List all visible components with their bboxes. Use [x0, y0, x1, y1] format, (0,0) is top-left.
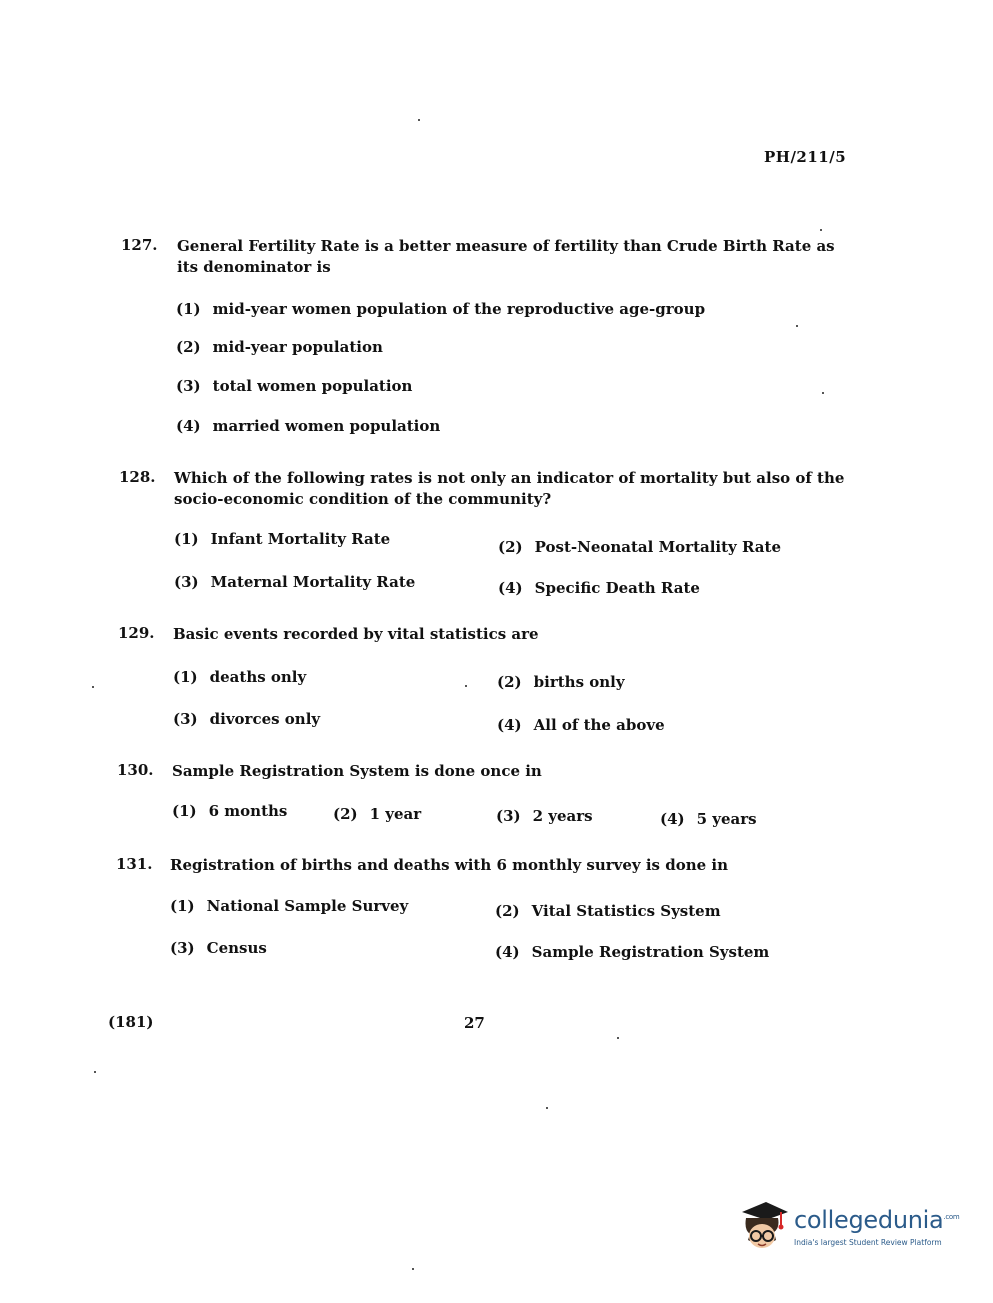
- question-text: General Fertility Rate is a better measure of fertility than Crude Birth Rate as its denominator is: [177, 237, 835, 276]
- option-130-2: [333, 805, 421, 823]
- brand-name: collegedunia$^{.com}$: [794, 1206, 960, 1234]
- option-number: (2): [176, 338, 201, 356]
- option-label: 2 years: [532, 807, 593, 825]
- scan-speck: [94, 1071, 96, 1073]
- option-number: (4): [176, 417, 201, 435]
- question-number: 129.: [118, 624, 155, 642]
- question-127: [121, 236, 856, 286]
- option-127-3: [176, 377, 412, 395]
- question-text: Registration of births and deaths with 6 monthly survey is done in: [170, 856, 728, 874]
- option-label: divorces only: [209, 710, 321, 728]
- question-text: Basic events recorded by vital statistics are: [173, 625, 539, 643]
- option-label: 6 months: [208, 802, 288, 820]
- option-number: (1): [174, 530, 199, 548]
- option-number: (2): [333, 805, 358, 823]
- option-label: mid-year population: [212, 338, 383, 356]
- option-128-2: [498, 538, 781, 556]
- question-131: [116, 855, 816, 879]
- option-label: Specific Death Rate: [534, 579, 700, 597]
- option-131-3: [170, 939, 267, 957]
- option-129-4: [497, 716, 665, 734]
- option-130-4: [660, 810, 757, 828]
- option-128-4: [498, 579, 700, 597]
- scan-speck: [546, 1107, 548, 1109]
- option-label: deaths only: [209, 668, 307, 686]
- scan-speck: [617, 1037, 619, 1039]
- option-128-1: [174, 530, 390, 548]
- option-130-1: [172, 802, 287, 820]
- question-text: Which of the following rates is not only an indicator of mortality but also of the socio-economic condition of the community?: [174, 469, 845, 508]
- option-131-2: [495, 902, 721, 920]
- question-number: 131.: [116, 855, 153, 873]
- option-number: (1): [170, 897, 195, 915]
- option-number: (2): [497, 673, 522, 691]
- option-label: births only: [533, 673, 625, 691]
- option-131-4: [495, 943, 769, 961]
- option-label: Sample Registration System: [531, 943, 770, 961]
- brand-tagline: India's largest Student Review Platform: [794, 1238, 942, 1247]
- scan-speck: [820, 229, 822, 231]
- option-label: All of the above: [533, 716, 665, 734]
- brand-suffix: .com: [943, 1213, 960, 1221]
- option-number: (3): [173, 710, 198, 728]
- option-label: 1 year: [369, 805, 422, 823]
- option-label: Maternal Mortality Rate: [210, 573, 416, 591]
- option-number: (3): [170, 939, 195, 957]
- option-number: (3): [174, 573, 199, 591]
- option-number: (4): [498, 579, 523, 597]
- option-number: (1): [172, 802, 197, 820]
- scan-speck: [796, 325, 798, 327]
- option-number: (1): [173, 668, 198, 686]
- booklet-code: (181): [108, 1013, 154, 1031]
- option-label: total women population: [212, 377, 413, 395]
- option-number: (4): [660, 810, 685, 828]
- option-129-2: [497, 673, 625, 691]
- option-number: (3): [176, 377, 201, 395]
- option-label: National Sample Survey: [206, 897, 409, 915]
- option-number: (3): [496, 807, 521, 825]
- scan-speck: [822, 392, 824, 394]
- question-128: [119, 468, 854, 518]
- option-127-4: [176, 417, 440, 435]
- option-number: (4): [495, 943, 520, 961]
- option-label: Vital Statistics System: [531, 902, 721, 920]
- option-label: Infant Mortality Rate: [210, 530, 391, 548]
- question-number: 128.: [119, 468, 156, 486]
- question-number: 127.: [121, 236, 158, 254]
- page-number: 27: [464, 1014, 485, 1032]
- option-128-3: [174, 573, 415, 591]
- option-label: 5 years: [696, 810, 757, 828]
- scan-speck: [418, 119, 420, 121]
- option-131-1: [170, 897, 408, 915]
- scan-speck: [92, 686, 94, 688]
- option-129-1: [173, 668, 306, 686]
- question-130: [117, 761, 617, 785]
- option-127-1: [176, 300, 705, 318]
- scan-speck: [412, 1268, 414, 1270]
- option-label: Post-Neonatal Mortality Rate: [534, 538, 781, 556]
- option-number: (2): [495, 902, 520, 920]
- option-number: (2): [498, 538, 523, 556]
- question-129: [118, 624, 618, 648]
- option-127-2: [176, 338, 383, 356]
- option-130-3: [496, 807, 593, 825]
- option-number: (1): [176, 300, 201, 318]
- question-number: 130.: [117, 761, 154, 779]
- collegedunia-watermark: [736, 1198, 966, 1258]
- option-label: mid-year women population of the reproductive age-group: [212, 300, 706, 318]
- question-text: Sample Registration System is done once in: [172, 762, 542, 780]
- scan-speck: [465, 685, 467, 687]
- option-number: (4): [497, 716, 522, 734]
- paper-code: PH/211/5: [764, 148, 847, 166]
- option-label: Census: [206, 939, 267, 957]
- option-label: married women population: [212, 417, 441, 435]
- student-mascot-icon: [736, 1198, 792, 1256]
- option-129-3: [173, 710, 320, 728]
